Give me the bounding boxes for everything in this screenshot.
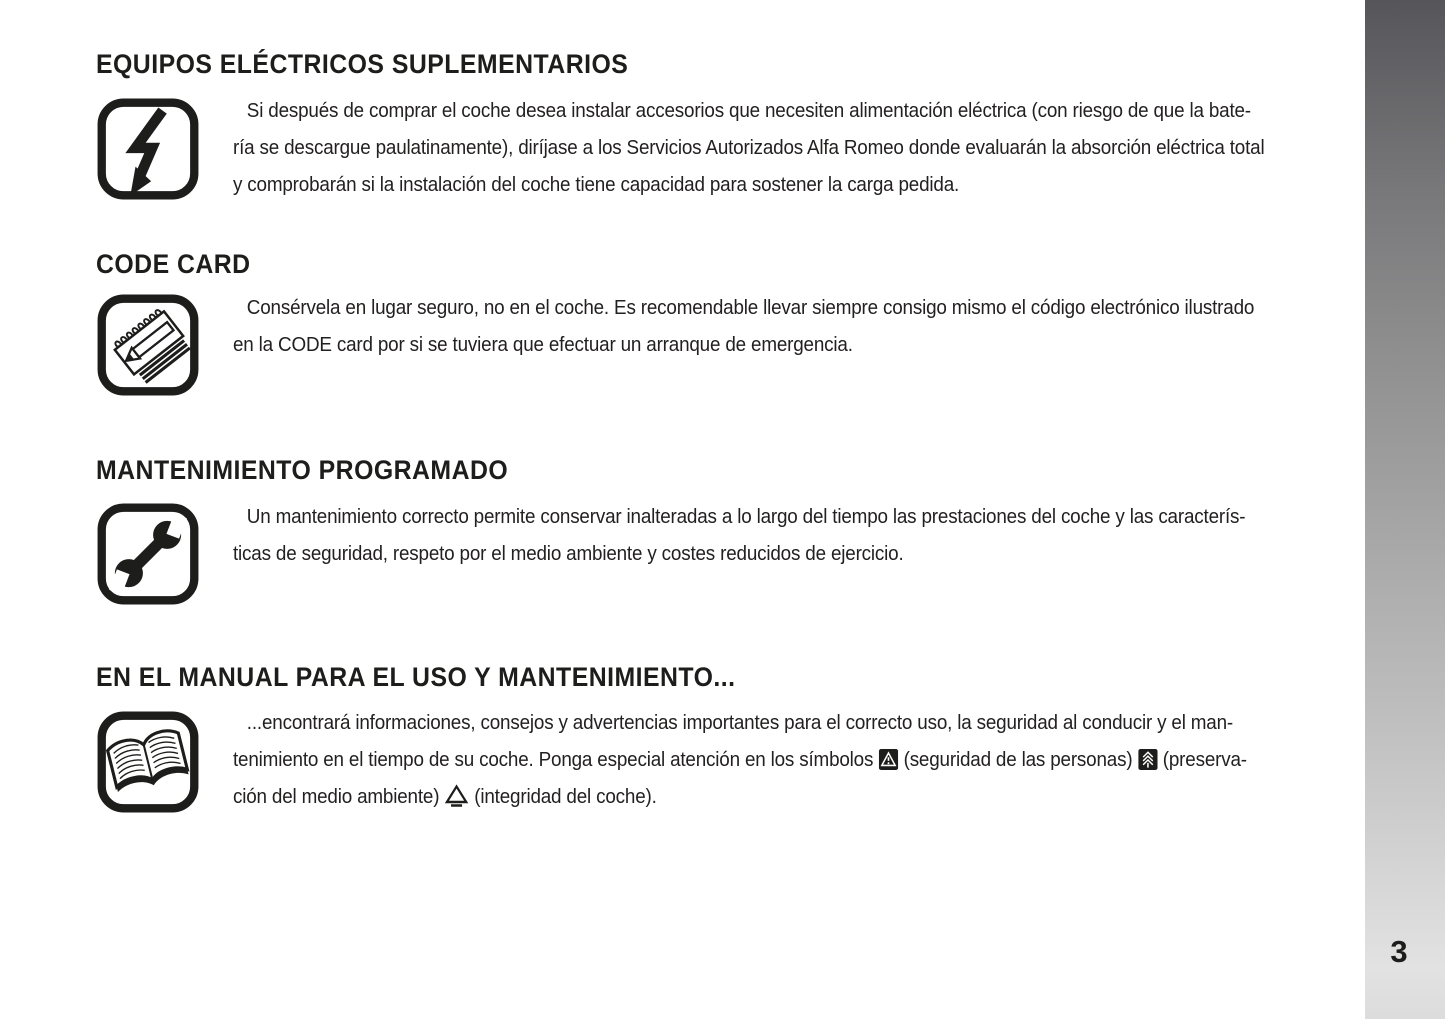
text-segment: (integridad del coche). <box>474 785 657 808</box>
text-line: Si después de comprar el coche desea instalar accesorios que necesiten alimentación eléctrica (con riesgo de que la bate- <box>246 99 1251 122</box>
section-heading-manual-uso: EN EL MANUAL PARA EL USO Y MANTENIMIENTO... <box>96 662 736 692</box>
open-book-icon <box>96 710 200 814</box>
card-with-pencil-icon <box>96 293 200 397</box>
page-number: 3 <box>1390 934 1408 969</box>
paragraph-mantenimiento <box>233 498 1358 572</box>
section-heading-mantenimiento: MANTENIMIENTO PROGRAMADO <box>96 455 509 485</box>
text-segment: tenimiento en el tiempo de su coche. Ponga especial atención en los símbolos <box>233 748 874 771</box>
page-edge-gradient-bar <box>1365 0 1445 1019</box>
code-card-icon <box>96 293 200 397</box>
paragraph-equipos-electricos <box>233 92 1358 203</box>
text-line: en la CODE card por si se tuviera que efectuar un arranque de emergencia. <box>233 333 853 356</box>
text-segment: ción del medio ambiente) <box>233 785 440 808</box>
vehicle-integrity-icon <box>445 784 469 807</box>
environment-protection-icon <box>1138 749 1157 770</box>
handbook-icon <box>96 710 200 814</box>
text-line <box>233 778 1268 815</box>
text-segment: (seguridad de las personas) <box>903 748 1133 771</box>
text-line: Consérvela en lugar seguro, no en el coche. Es recomendable llevar siempre consigo mismo el código electrónico ilustrado <box>246 296 1255 319</box>
safety-of-persons-icon <box>879 749 898 770</box>
wrench-icon <box>96 502 200 606</box>
paragraph-code-card <box>233 289 1358 363</box>
text-line: y comprobarán si la instalación del coche tiene capacidad para sostener la carga pedida. <box>233 173 960 196</box>
text-segment: (preserva- <box>1162 748 1247 771</box>
electrical-hazard-icon <box>96 97 200 201</box>
section-heading-equipos-electricos: EQUIPOS ELÉCTRICOS SUPLEMENTARIOS <box>96 49 629 79</box>
text-line: ...encontrará informaciones, consejos y advertencias importantes para el correcto uso, la seguridad al conducir y el man- <box>246 711 1234 734</box>
paragraph-manual-uso <box>233 704 1358 815</box>
text-line: Un mantenimiento correcto permite conservar inalteradas a lo largo del tiempo las prestaciones del coche y las caracterís- <box>246 505 1246 528</box>
text-line: ticas de seguridad, respeto por el medio ambiente y costes reducidos de ejercicio. <box>233 542 904 565</box>
maintenance-icon <box>96 502 200 606</box>
section-heading-code-card: CODE CARD <box>96 249 251 279</box>
text-line: ría se descargue paulatinamente), diríjase a los Servicios Autorizados Alfa Romeo donde evaluarán la absorción eléctrica total <box>233 136 1265 159</box>
lightning-bolt-icon <box>96 97 200 201</box>
text-line <box>233 741 1268 778</box>
